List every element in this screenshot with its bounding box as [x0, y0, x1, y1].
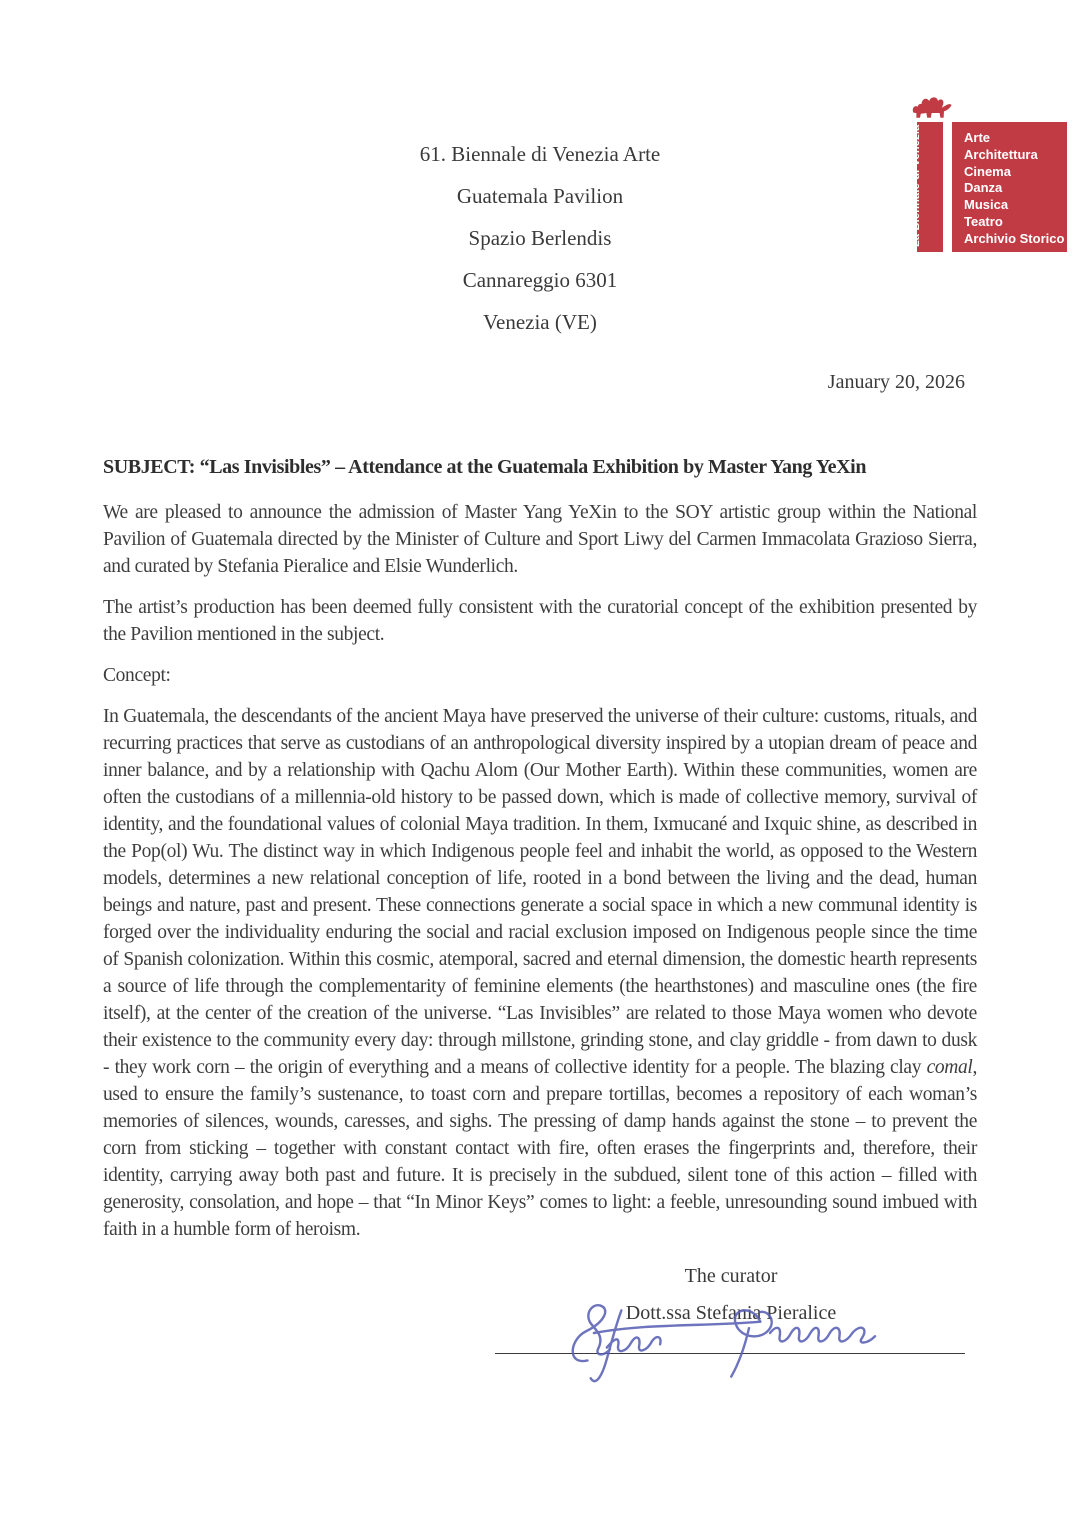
logo-category-teatro: Teatro [964, 213, 1003, 229]
winged-lion-icon [906, 94, 954, 124]
logo-vertical-bar [910, 122, 943, 252]
concept-text-after-comal: , used to ensure the family’s sustenance, to toast corn and prepare tortillas, becomes a repository of each woman’s memories of silences, wounds, caresses, and sighs. The pressing of damp hands against the stone – to prevent the corn from sticking – together with constant contact with fire, often erases the fingerprints and, therefore, their identity, carrying away both past and future. It is precisely in the subdued, silent tone of this action – filled with generosity, consolation, and hope – that “In Minor Keys” comes to light: a feeble, unresounding sound imbued with faith in a humble form of heroism. [103, 1057, 977, 1240]
concept-text-before-comal: In Guatemala, the descendants of the ancient Maya have preserved the universe of their culture: customs, rituals, and recurring practices that serve as custodians of an anthropological diversity inspired by a utopian dream of peace and inner balance, and by a relationship with Qachu Alom (Our Mother Earth). Within these communities, women are often the custodians of a millennia-old history to be passed down, which is made of collective memory, survival of identity, and the foundational values of colonial Maya tradition. In them, Ixmucané and Ixquic shine, as described in the Pop(ol) Wu. The distinct way in which Indigenous people feel and inhabit the world, as opposed to the Western models, determines a new relational conception of life, rooted in a bond between the living and the dead, human beings and nature, past and present. These connections generate a social space in which a new communal identity is forged over the individuality enduring the social and racial exclusion imposed on Indigenous people since the time of Spanish colonization. Within this cosmic, atemporal, sacred and eternal dimension, the domestic hearth represents a source of life through the complementarity of feminine elements (the hearthstones) and masculine ones (the fire itself), at the center of the creation of the universe. “Las Invisibles” are related to those Maya women who devote their existence to the community every day: through millstone, grinding stone, and clay griddle - from dawn to dusk - they work corn – the origin of everything and a means of collective identity for a people. The blazing clay [103, 706, 977, 1078]
letter-date: January 20, 2026 [827, 371, 965, 393]
subject-line: SUBJECT: “Las Invisibles” – Attendance at the Guatemala Exhibition by Master Yang YeXin [103, 456, 867, 478]
address-line-4: Cannareggio 6301 [462, 268, 618, 292]
closing-role: The curator [684, 1265, 778, 1287]
logo-category-musica: Musica [964, 197, 1009, 213]
signature-area [103, 1325, 977, 1443]
paragraph-consistency: The artist’s production has been deemed fully consistent with the curatorial concept of the exhibition presented by the Pavilion mentioned in the subject. [103, 597, 977, 645]
logo-vertical-text: La Biennale di Venezia [910, 124, 922, 247]
concept-label: Concept: [103, 665, 171, 686]
logo-category-danza: Danza [964, 180, 1003, 196]
logo-category-cinema: Cinema [964, 163, 1011, 179]
address-line-3: Spazio Berlendis [468, 226, 612, 250]
address-block [103, 0, 977, 343]
logo-category-architettura: Architettura [964, 146, 1038, 162]
concept-paragraph [103, 703, 977, 1243]
logo-category-arte: Arte [964, 130, 991, 145]
concept-comal-italic: comal [926, 1057, 973, 1078]
address-line-5: Venezia (VE) [483, 310, 597, 334]
biennale-logo [900, 90, 1080, 260]
closing-name: Dott.ssa Stefania Pieralice [625, 1302, 837, 1324]
signature-scribble [558, 1291, 898, 1396]
address-line-1: 61. Biennale di Venezia Arte [419, 142, 661, 166]
address-line-2: Guatemala Pavilion [456, 184, 624, 208]
logo-category-block [952, 122, 1067, 252]
paragraph-announcement: We are pleased to announce the admission of Master Yang YeXin to the SOY artistic group within the National Pavilion of Guatemala directed by the Minister of Culture and Sport Liwy del Carmen Immacolata Grazioso Sierra, and curated by Stefania Pieralice and Elsie Wunderlich. [103, 502, 977, 577]
logo-category-archivio: Archivio Storico [964, 230, 1065, 246]
